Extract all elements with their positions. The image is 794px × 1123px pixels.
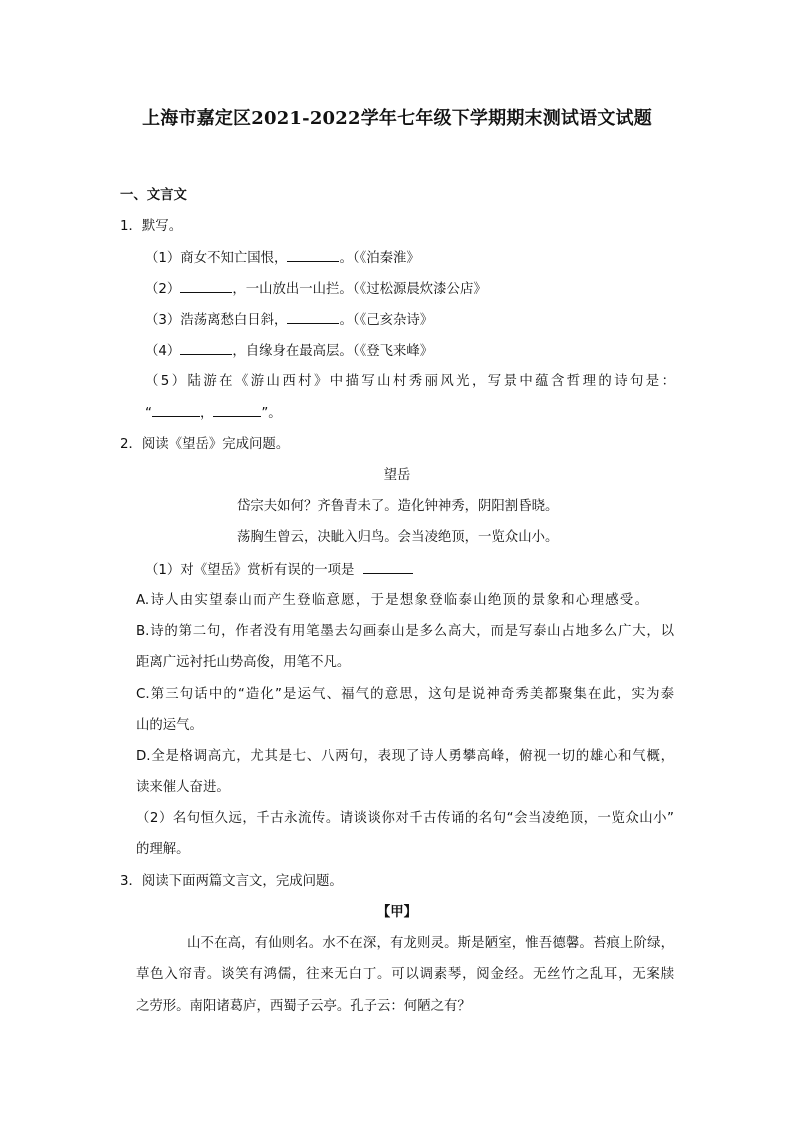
comma: ， <box>199 406 214 421</box>
answer-blank[interactable] <box>180 280 232 293</box>
option-d-line2[interactable]: 读来催人奋进。 <box>136 780 230 795</box>
q3-number: 3．阅读下面两篇文言文，完成问题。 <box>120 874 343 889</box>
passage-line-1: 山不在高，有仙则名。水不在深，有龙则灵。斯是陋室，惟吾德馨。苔痕上阶绿， <box>187 936 674 951</box>
option-d-line1[interactable]: D.全是格调高亢，尤其是七、八两句，表现了诗人勇攀高峰，俯视一切的雄心和气概， <box>136 749 674 764</box>
q2-sub-1-text: （1）对《望岳》赏析有误的一项是 <box>145 563 355 578</box>
q1-item-2 <box>145 280 487 299</box>
q1-item-4 <box>145 342 433 361</box>
answer-blank[interactable] <box>213 404 261 417</box>
section-heading: 一、文言文 <box>120 188 187 203</box>
option-b-line2[interactable]: 距离广远衬托山势高俊，用笔不凡。 <box>136 655 351 670</box>
answer-blank[interactable] <box>363 561 413 574</box>
q1-item-2-source: ，一山放出一山拦。（《过松源晨炊漆公店》 <box>232 282 487 297</box>
q1-item-4-text: （4） <box>145 344 181 359</box>
passage-line-2: 草色入帘青。谈笑有鸿儒，往来无白丁。可以调素琴，阅金经。无丝竹之乱耳，无案牍 <box>136 967 674 982</box>
q1-item-5-line1: （5）陆游在《游山西村》中描写山村秀丽风光，写景中蕴含哲理的诗句是： <box>145 374 675 389</box>
page-title: 上海市嘉定区2021-2022学年七年级下学期期末测试语文试题 <box>142 108 652 129</box>
option-a[interactable]: A.诗人由实望泰山而产生登临意愿，于是想象登临泰山绝顶的景象和心理感受。 <box>136 593 648 608</box>
q1-item-3-source: 。（《己亥杂诗》 <box>339 313 434 328</box>
poem-line-2: 荡胸生曾云，决眦入归鸟。会当凌绝顶，一览众山小。 <box>237 530 559 545</box>
q1-number: 1．默写。 <box>120 219 183 234</box>
option-b-line1[interactable]: B.诗的第二句，作者没有用笔墨去勾画泰山是多么高大，而是写泰山占地多么广大，以 <box>136 624 674 639</box>
open-quote: “ <box>145 406 152 421</box>
option-c-line2[interactable]: 山的运气。 <box>136 718 203 733</box>
q2-sub-1 <box>145 561 413 580</box>
q1-item-3-text: （3）浩荡离愁白日斜， <box>145 313 288 328</box>
q2-sub-2-line1: （2）名句恒久远，千古永流传。请谈谈你对千古传诵的名句“会当凌绝顶，一览众山小” <box>136 811 674 826</box>
q1-item-2-text: （2） <box>145 282 181 297</box>
q1-item-5-line2 <box>145 404 282 423</box>
option-c-line1[interactable]: C.第三句话中的“造化”是运气、福气的意思，这句是说神奇秀美都聚集在此，实为泰 <box>136 687 674 702</box>
answer-blank[interactable] <box>287 249 339 262</box>
poem-line-1: 岱宗夫如何？齐鲁青未了。造化钟神秀，阴阳割昏晓。 <box>237 499 559 514</box>
q2-number: 2．阅读《望岳》完成问题。 <box>120 437 290 452</box>
answer-blank[interactable] <box>152 404 200 417</box>
q2-sub-2-line2: 的理解。 <box>136 842 190 857</box>
q1-item-1-source: 。（《泊秦淮》 <box>339 251 420 266</box>
q1-item-3 <box>145 311 433 330</box>
passage-label: 【甲】 <box>376 905 418 920</box>
poem-title: 望岳 <box>383 468 411 483</box>
answer-blank[interactable] <box>180 342 232 355</box>
close-quote: ”。 <box>261 406 282 421</box>
q1-item-1-text: （1）商女不知亡国恨， <box>145 251 288 266</box>
q1-item-1 <box>145 249 420 268</box>
passage-line-3: 之劳形。南阳诸葛庐，西蜀子云亭。孔子云：何陋之有？ <box>136 999 471 1014</box>
q1-item-4-source: ，自缘身在最高层。（《登飞来峰》 <box>232 344 434 359</box>
answer-blank[interactable] <box>287 311 339 324</box>
